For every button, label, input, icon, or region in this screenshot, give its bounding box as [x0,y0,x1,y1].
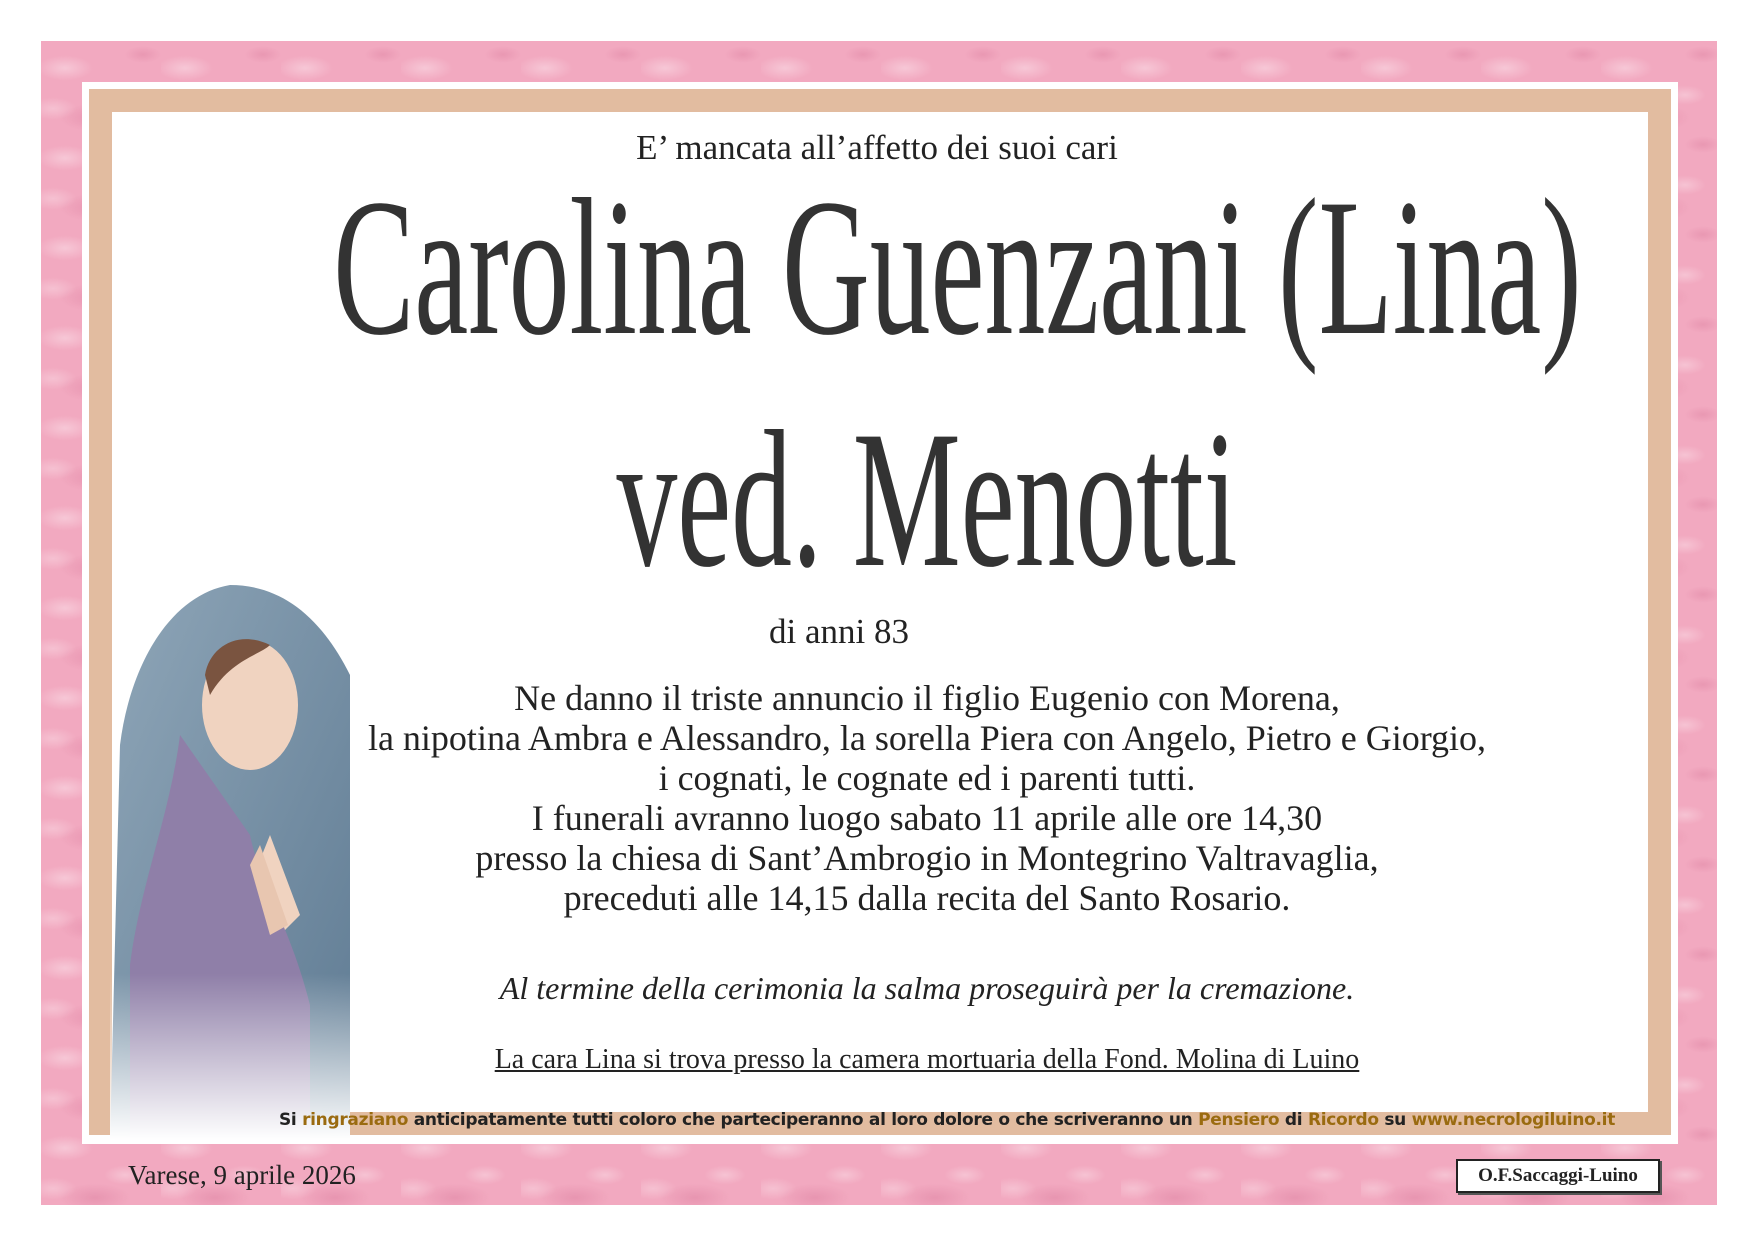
announcement-line: la nipotina Ambra e Alessandro, la sorella Piera con Angelo, Pietro e Giorgio, [367,718,1487,758]
thanks-highlight: Ricordo [1307,1110,1379,1130]
thanks-text: su [1378,1110,1412,1130]
thanks-text: Si [278,1110,303,1130]
announcement-line: preceduti alle 14,15 dalla recita del Santo Rosario. [563,878,1291,918]
age-text: di anni 83 [769,612,909,651]
deceased-widow-surname: ved. Menotti [616,391,1238,608]
deceased-name: Carolina Guenzani (Lina) [333,159,1582,376]
announcement-line: I funerali avranno luogo sabato 11 aprile alle ore 14,30 [531,798,1323,838]
intro-text: E’ mancata all’affetto dei suoi cari [636,128,1118,167]
cremation-note: Al termine della cerimonia la salma proseguirà per la cremazione. [499,970,1355,1006]
announcement-line: presso la chiesa di Sant’Ambrogio in Montegrino Valtravaglia, [475,838,1379,878]
place-date: Varese, 9 aprile 2026 [128,1160,356,1190]
thanks-line [70,1110,1754,1130]
announcement-line: Ne danno il triste annuncio il figlio Eugenio con Morena, [514,678,1340,718]
thanks-highlight: ringraziano [302,1110,409,1130]
funeral-agency-label: O.F.Saccaggi-Luino [1456,1159,1660,1193]
thanks-text: anticipatamente tutti coloro che parteciperanno al loro dolore o che scriveranno un [408,1110,1199,1130]
announcement-line: i cognati, le cognate ed i parenti tutti. [658,758,1196,798]
thanks-text: di [1279,1110,1308,1130]
announcement-paragraph [50,678,1754,918]
mortuary-note: La cara Lina si trova presso la camera mortuaria della Fond. Molina di Luino [494,1044,1360,1075]
thanks-highlight: Pensiero [1198,1110,1280,1130]
website-link[interactable]: www.necrologiluino.it [1411,1110,1616,1130]
